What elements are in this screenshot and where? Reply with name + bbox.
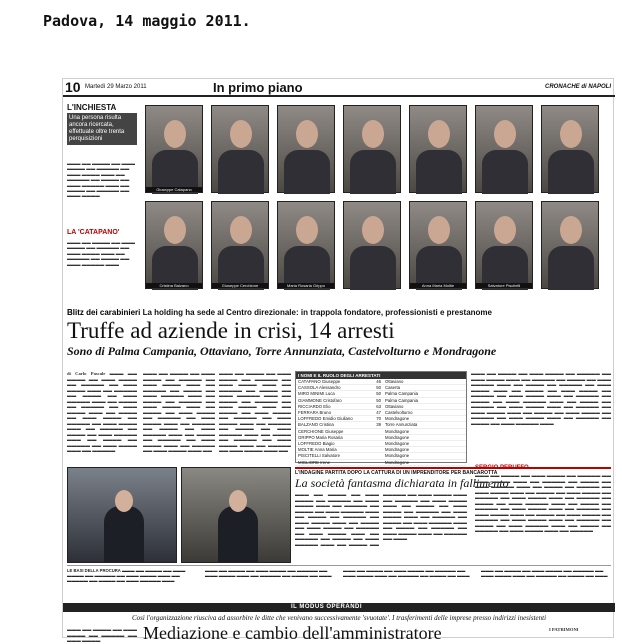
catapano-label: LA 'CATAPANO' [67,229,120,236]
face-shape [494,120,516,148]
author-name: SERGIO PERUFFO [475,465,529,471]
table-cell: CERCHIONE Giuseppe [298,428,344,434]
table-cell [365,441,383,446]
side-text-2: ▬▬▬ ▬▬ ▬▬▬▬ ▬▬ ▬▬▬ ▬▬▬▬ ▬▬ ▬▬▬▬▬ ▬▬ ▬▬▬ ▬▬▬▬ ▬▬▬ ▬▬ ▬▬▬▬▬ ▬▬ ▬▬▬▬ ▬▬ ▬▬▬ ▬▬▬▬▬ ▬▬▬ [67,240,136,267]
face-shape [560,120,582,148]
teaser-1-title: LE BASI DELLA PROCURA [67,568,121,573]
table-cell: Palma Campania [385,397,418,403]
table-cell [365,453,383,458]
face-shape [230,120,252,148]
mugshot-3 [277,105,335,193]
mugshot-7 [541,105,599,193]
table-cell: BALZANO Cristina [298,422,334,428]
fantasma-title: La società fantasma dichiarata in fallimento [295,476,509,490]
shoulders-shape [416,150,462,194]
mugshot-14 [541,201,599,289]
face-shape [164,216,186,244]
side-title: I PATRIMONI [549,627,579,632]
teaser-3: ▬▬▬ ▬▬ ▬▬▬▬ ▬▬ ▬▬▬ ▬▬▬▬ ▬▬ ▬▬▬▬▬ ▬▬ ▬▬▬ ▬▬▬▬ ▬▬▬ ▬▬ ▬▬▬▬▬ ▬▬ ▬▬▬▬ ▬▬ ▬▬▬ [343,568,470,578]
bottom-kicker: Così l'organizzazione riusciva ad assorbire le ditte che venivano successivamente 'svuotate'. I trasferimenti delle imprese presso indirizzi inesistenti [131,614,547,622]
face-shape [296,120,318,148]
table-cell: Ottaviano [385,379,404,384]
face-shape [428,216,450,244]
table-cell: 39 [376,422,381,428]
mugshot-caption: Giuseppe Cerchione [212,283,268,288]
table-cell [365,429,383,434]
mugshot-caption: Cristina Balzano [146,283,202,288]
face-shape [494,216,516,244]
author-text: ▬▬▬ ▬▬ ▬▬▬▬ ▬▬ ▬▬▬ ▬▬▬▬ ▬▬ ▬▬▬▬▬ ▬▬ ▬▬▬ ▬▬▬▬ ▬▬▬ ▬▬ ▬▬▬▬▬ ▬▬ ▬▬▬▬ ▬▬ ▬▬▬ ▬▬▬▬▬ ▬▬▬ ▬▬ ▬▬▬▬ ▬▬ ▬▬▬▬▬ ▬▬ ▬▬▬ ▬▬▬▬ ▬▬▬ ▬▬ ▬▬▬▬ ▬▬ ▬▬▬ ▬▬▬▬ ▬▬ ▬▬▬▬▬ ▬▬ ▬▬▬ ▬▬▬▬ ▬▬▬ ▬▬ ▬▬▬▬▬ ▬▬ ▬▬▬▬ ▬▬ ▬▬▬ ▬▬▬▬▬ ▬▬▬ ▬▬ ▬▬▬▬ ▬▬ ▬▬▬▬▬ ▬▬ ▬▬▬ ▬▬▬▬ ▬▬▬ ▬▬ ▬▬▬▬▬ ▬▬ ▬▬▬ ▬▬▬▬ ▬▬▬ ▬▬ ▬▬▬▬ ▬▬ ▬▬▬ ▬▬▬▬ ▬▬ ▬▬▬▬▬ ▬▬ ▬▬▬ ▬▬▬▬ ▬▬▬ ▬▬ ▬▬▬▬▬ ▬▬ ▬▬▬▬ ▬▬ ▬▬▬ ▬▬▬▬▬ ▬▬▬ ▬▬ ▬▬▬▬ ▬▬ ▬▬▬▬▬ ▬▬ ▬▬▬ ▬▬▬▬ ▬▬▬ ▬▬ ▬▬▬▬▬ [475,473,611,533]
table-cell: 50 [376,391,381,397]
mugshot-11 [343,201,401,289]
fantasma-text: ▬▬▬ ▬▬ ▬▬▬▬ ▬▬ ▬▬▬ ▬▬▬▬ ▬▬ ▬▬▬▬▬ ▬▬ ▬▬▬ ▬▬▬▬ ▬▬▬ ▬▬ ▬▬▬▬▬ ▬▬ ▬▬▬▬ ▬▬ ▬▬▬ ▬▬▬▬▬ ▬▬▬ ▬▬ ▬▬▬▬ ▬▬ ▬▬▬▬▬ ▬▬ ▬▬▬ ▬▬▬▬ ▬▬▬ ▬▬ ▬▬▬▬ ▬▬ ▬▬▬ ▬▬▬▬ ▬▬ ▬▬▬▬▬ ▬▬ ▬▬▬ ▬▬▬▬ ▬▬▬ ▬▬ ▬▬▬▬▬ ▬▬ ▬▬▬▬ ▬▬ ▬▬▬ ▬▬▬▬▬ ▬▬▬ ▬▬ ▬▬▬▬ ▬▬ ▬▬▬▬▬ ▬▬ ▬▬▬ ▬▬▬▬ ▬▬▬ ▬▬ ▬▬▬▬▬ ▬▬ ▬▬▬ ▬▬▬▬ ▬▬▬ ▬▬ ▬▬▬▬ ▬▬ ▬▬▬ ▬▬▬▬ ▬▬ ▬▬▬▬▬ ▬▬ ▬▬▬ ▬▬▬▬ ▬▬▬ ▬▬ ▬▬▬▬▬ ▬▬ ▬▬▬▬ ▬▬ ▬▬▬ ▬▬▬▬▬ ▬▬▬ ▬▬ ▬▬▬▬ ▬▬ ▬▬▬▬▬ ▬▬ ▬▬▬ ▬▬▬▬ ▬▬▬ ▬▬ ▬▬▬▬▬ ▬▬ ▬▬▬ [295,492,467,547]
main-subtitle: Sono di Palma Campania, Ottaviano, Torre Annunziata, Castelvolturno e Mondragone [67,344,497,358]
officer-photo-1 [67,467,177,563]
table-cell: Mondragone [385,434,410,440]
teaser-4: ▬▬▬ ▬▬ ▬▬▬▬ ▬▬ ▬▬▬ ▬▬▬▬ ▬▬ ▬▬▬▬▬ ▬▬ ▬▬▬ ▬▬▬▬ ▬▬▬ ▬▬ ▬▬▬▬▬ ▬▬ ▬▬▬▬ ▬▬ ▬▬▬ [481,568,608,578]
table-cell: 70 [376,416,381,422]
mugshot-1 [145,105,203,193]
main-headline: Truffe ad aziende in crisi, 14 arresti [67,318,395,343]
modus-label: IL MODUS OPERANDI [291,604,363,610]
mugshot-2 [211,105,269,193]
shoulders-shape [284,150,330,194]
table-cell: MIGLIORE Irene [298,459,330,465]
arrests-table [295,371,467,463]
byline: di Carlo Pascale [67,371,106,376]
shoulders-shape [218,150,264,194]
face-shape [428,120,450,148]
table-cell: LOFFREDO Emidio Giuliano [298,416,353,422]
table-cell: Mondragone [385,416,410,422]
table-cell: LOFFREDO Biagio [298,441,335,447]
table-cell: 46 [376,379,381,384]
mugshot-13 [475,201,533,289]
teaser-2: ▬▬▬ ▬▬ ▬▬▬▬ ▬▬ ▬▬▬ ▬▬▬▬ ▬▬ ▬▬▬▬▬ ▬▬ ▬▬▬ ▬▬▬▬ ▬▬▬ ▬▬ ▬▬▬▬▬ ▬▬ ▬▬▬▬ ▬▬ ▬▬▬ [205,568,332,578]
table-cell: 47 [376,410,381,416]
face-shape [362,120,384,148]
newspaper-page [62,78,614,643]
table-cell: RICCIARDO Elio [298,403,331,409]
modus-bar [63,603,615,612]
mugshot-8 [145,201,203,289]
table-cell: Mondragone [385,459,410,465]
mugshot-caption: Salvatore Piscitelli [476,283,532,288]
bottom-side [549,627,611,639]
article-column-4: ▬▬▬ ▬▬ ▬▬▬▬ ▬▬ ▬▬▬ ▬▬▬▬ ▬▬ ▬▬▬▬▬ ▬▬ ▬▬▬ ▬▬▬▬ ▬▬▬ ▬▬ ▬▬▬▬▬ ▬▬ ▬▬▬▬ ▬▬ ▬▬▬ ▬▬▬▬▬ ▬▬▬ ▬▬ ▬▬▬▬ ▬▬ ▬▬▬▬▬ ▬▬ ▬▬▬ ▬▬▬▬ ▬▬▬ ▬▬ ▬▬▬▬ ▬▬ ▬▬▬ ▬▬▬▬ ▬▬ ▬▬▬▬▬ ▬▬ ▬▬▬ ▬▬▬▬ ▬▬▬ ▬▬ ▬▬▬▬▬ ▬▬ ▬▬▬▬ ▬▬ ▬▬▬ ▬▬▬▬▬ ▬▬▬ ▬▬ ▬▬▬▬ ▬▬ ▬▬▬▬▬ ▬▬ ▬▬▬ ▬▬▬▬ ▬▬▬ ▬▬ ▬▬▬▬▬ ▬▬ ▬▬▬ ▬▬▬▬ ▬▬▬ ▬▬ ▬▬▬▬ ▬▬ ▬▬▬ ▬▬▬▬ ▬▬ ▬▬▬▬▬ ▬▬ ▬▬▬ ▬▬▬▬ ▬▬▬ ▬▬ ▬▬▬▬▬ ▬▬ ▬▬▬▬ ▬▬ ▬▬▬ ▬▬▬▬▬ ▬▬▬ [471,371,611,426]
table-cell: GIAMMONE Cristofaro [298,397,342,403]
table-cell: Caserta [385,385,401,391]
article-column-2: ▬▬▬ ▬▬ ▬▬▬▬ ▬▬ ▬▬▬ ▬▬▬▬ ▬▬ ▬▬▬▬▬ ▬▬ ▬▬▬ ▬▬▬▬ ▬▬▬ ▬▬ ▬▬▬▬▬ ▬▬ ▬▬▬▬ ▬▬ ▬▬▬ ▬▬▬▬▬ ▬▬▬ ▬▬ ▬▬▬▬ ▬▬ ▬▬▬▬▬ ▬▬ ▬▬▬ ▬▬▬▬ ▬▬▬ ▬▬ ▬▬▬▬ ▬▬ ▬▬▬ ▬▬▬▬ ▬▬ ▬▬▬▬▬ ▬▬ ▬▬▬ ▬▬▬▬ ▬▬▬ ▬▬ ▬▬▬▬▬ ▬▬ ▬▬▬▬ ▬▬ ▬▬▬ ▬▬▬▬▬ ▬▬▬ ▬▬ ▬▬▬▬ ▬▬ ▬▬▬▬▬ ▬▬ ▬▬▬ ▬▬▬▬ ▬▬▬ ▬▬ ▬▬▬▬▬ ▬▬ ▬▬▬ ▬▬▬▬ ▬▬▬ ▬▬ [143,371,215,453]
table-cell: Mondragone [385,441,410,447]
face-shape-2 [229,490,247,512]
side-text: ▬▬▬ ▬▬ ▬▬▬▬ ▬▬ ▬▬▬ ▬▬▬▬ ▬▬ ▬▬▬▬▬ ▬▬ ▬▬▬ ▬▬▬▬ ▬▬▬ ▬▬ ▬▬▬▬▬ ▬▬ ▬▬▬▬ ▬▬ ▬▬▬ ▬▬▬▬▬ ▬▬▬ ▬▬ ▬▬▬▬ ▬▬ ▬▬▬▬▬ ▬▬ ▬▬▬ ▬▬▬▬ [67,161,136,199]
table-cell: Mondragone [385,428,410,434]
page-date: Martedì 29 Marzo 2011 [85,84,147,90]
teaser-strip [67,565,611,601]
face-shape [115,490,133,512]
table-cell: GRIPPO Maria Rosaria [298,434,343,440]
officer-photo-2 [181,467,291,563]
table-row [296,460,466,466]
table-cell: PISCITELLI Salvatore [298,453,341,459]
table-header: I NOMI E IL RUOLO DEGLI ARRESTATI [296,372,466,379]
mugshot-caption: Anna Maria Moltie [410,283,466,288]
face-shape [560,216,582,244]
mugshot-caption: Giuseppe Catapano [146,187,202,192]
table-cell: Castelvolturno [385,410,413,416]
page-number: 10 [65,79,81,95]
inchiesta-summary: Una persona risulta ancora ricercata, effettuate oltre trenta perquisizioni [67,113,137,145]
bottom-column-1: ▬▬▬ ▬▬ ▬▬▬▬ ▬▬ ▬▬▬ ▬▬▬▬ ▬▬ ▬▬▬▬▬ ▬▬ ▬▬▬ ▬▬▬▬ [67,627,137,643]
face-shape [164,120,186,148]
table-cell: CATAPANO Giuseppe [298,379,341,384]
mugshot-4 [343,105,401,193]
table-cell: MIRO MINIMI Luca [298,391,335,397]
sergio-column [475,465,611,563]
kicker-text: La holding ha sede al Centro direzionale: in trappola fondatore, professionisti e prestanome [142,308,492,317]
shoulders-shape [548,246,594,290]
table-cell: MOLTIE Anna Maria [298,447,337,453]
mugshot-10 [277,201,335,289]
table-cell: Torre Annunziata [385,422,418,428]
uniform-shape [104,506,144,562]
fantasma-kicker: L'INDAGINE PARTITA DOPO LA CATTURA DI UN IMPRENDITORE PER BANCAROTTA [295,470,498,476]
teaser-1: LE BASI DELLA PROCURA ▬▬▬ ▬▬ ▬▬▬▬ ▬▬ ▬▬▬ ▬▬▬▬ ▬▬ ▬▬▬▬▬ ▬▬ ▬▬▬ ▬▬▬▬ ▬▬▬ ▬▬ ▬▬▬▬▬ ▬▬ ▬▬▬▬ ▬▬ ▬▬▬ ▬▬▬▬▬ ▬▬▬ [67,568,186,583]
headline-kicker [67,308,492,317]
shoulders-shape [548,150,594,194]
uniform-shape-2 [218,506,258,562]
table-cell: Palma Campania [385,391,418,397]
shoulders-shape [350,150,396,194]
inchiesta-box [67,103,137,155]
masthead: CRONACHE di NAPOLI [545,84,611,90]
table-cell: Ottaviano [385,403,404,409]
article-column-3: ▬▬▬ ▬▬ ▬▬▬▬ ▬▬ ▬▬▬ ▬▬▬▬ ▬▬ ▬▬▬▬▬ ▬▬ ▬▬▬ ▬▬▬▬ ▬▬▬ ▬▬ ▬▬▬▬▬ ▬▬ ▬▬▬▬ ▬▬ ▬▬▬ ▬▬▬▬▬ ▬▬▬ ▬▬ ▬▬▬▬ ▬▬ ▬▬▬▬▬ ▬▬ ▬▬▬ ▬▬▬▬ ▬▬▬ ▬▬ ▬▬▬▬ ▬▬ ▬▬▬ ▬▬▬▬ ▬▬ ▬▬▬▬▬ ▬▬ ▬▬▬ ▬▬▬▬ ▬▬▬ ▬▬ ▬▬▬▬▬ ▬▬ ▬▬▬▬ ▬▬ ▬▬▬ ▬▬▬▬▬ ▬▬▬ ▬▬ ▬▬▬▬ ▬▬ ▬▬▬▬▬ ▬▬ ▬▬▬ ▬▬▬▬ ▬▬▬ ▬▬ ▬▬▬▬▬ ▬▬ ▬▬▬ ▬▬▬▬ ▬▬▬ ▬▬ [219,371,291,453]
table-cell: 50 [376,385,381,391]
shoulders-shape [350,246,396,290]
face-shape [230,216,252,244]
table-cell: CASSOLA Alessandro [298,385,341,391]
page-header [63,79,615,97]
shoulders-shape [482,150,528,194]
table-cell: FERRARA Bruno [298,410,331,416]
section-title: In primo piano [213,80,303,95]
mugshot-9 [211,201,269,289]
table-cell [365,447,383,452]
table-cell [365,435,383,440]
table-cell: Mondragone [385,447,410,453]
mugshot-6 [475,105,533,193]
face-shape [296,216,318,244]
inchiesta-kicker: L'INCHIESTA [67,103,117,112]
table-body [296,379,466,466]
table-cell: Mondragone [385,453,410,459]
table-cell [365,460,383,465]
table-cell: 63 [376,403,381,409]
mugshot-grid [141,101,611,297]
article-column-1: di Carlo Pascale ▬▬▬ ▬▬ ▬▬▬▬ ▬▬ ▬▬▬ ▬▬▬▬ ▬▬ ▬▬▬▬▬ ▬▬ ▬▬▬ ▬▬▬▬ ▬▬▬ ▬▬ ▬▬▬▬▬ ▬▬ ▬▬▬▬ ▬▬ ▬▬▬ ▬▬▬▬▬ ▬▬▬ ▬▬ ▬▬▬▬ ▬▬ ▬▬▬▬▬ ▬▬ ▬▬▬ ▬▬▬▬ ▬▬▬ ▬▬ ▬▬▬▬ ▬▬ ▬▬▬ ▬▬▬▬ ▬▬ ▬▬▬▬▬ ▬▬ ▬▬▬ ▬▬▬▬ ▬▬▬ ▬▬ ▬▬▬▬▬ ▬▬ ▬▬▬▬ ▬▬ ▬▬▬ ▬▬▬▬▬ ▬▬▬ ▬▬ ▬▬▬▬ ▬▬ ▬▬▬▬▬ ▬▬ ▬▬▬ ▬▬▬▬ ▬▬▬ ▬▬ ▬▬▬▬▬ [67,371,137,453]
mugshot-12 [409,201,467,289]
mugshot-5 [409,105,467,193]
mugshot-caption: Maria Rosaria Grippo [278,283,334,288]
bottom-headline: Mediazione e cambio dell'amministratore [143,623,442,643]
date-annotation: Padova, 14 maggio 2011. [43,12,251,30]
face-shape [362,216,384,244]
table-cell: 50 [376,397,381,403]
kicker-bold: Blitz dei carabinieri [67,308,141,317]
